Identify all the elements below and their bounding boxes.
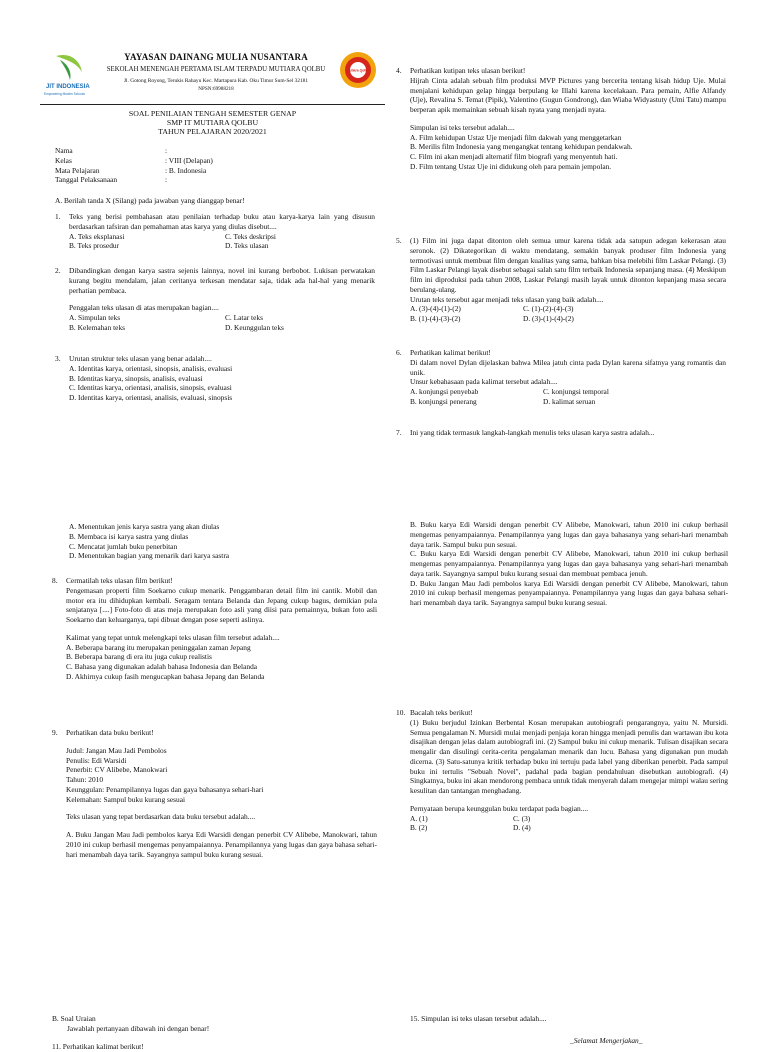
closing-note: _Selamat Mengerjakan_: [570, 1036, 643, 1045]
identity-row: [55, 166, 375, 176]
book-data-line: Judul: Jangan Mau Jadi Pembolos: [66, 745, 167, 755]
option-a[interactable]: A. (1): [410, 813, 428, 823]
question-15: 15. Simpulan isi teks ulasan tersebut adalah....: [410, 1014, 547, 1023]
answer-options: [410, 304, 630, 324]
school-name: SEKOLAH MENENGAH PERTAMA ISLAM TERPADU MUTIARA QOLBU: [106, 65, 326, 73]
question-10: [396, 708, 728, 833]
option-d[interactable]: D. Akhirnya cukup fasih mengucapkan bahasa Jepang dan Belanda: [66, 671, 265, 681]
identity-label: Mata Pelajaran: [55, 165, 100, 175]
question-text: Bacalah teks berikut!: [410, 708, 473, 717]
mutiara-qolbu-logo: [338, 50, 378, 90]
question-4: [396, 66, 726, 172]
question-text: Perhatikan kalimat berikut!: [410, 348, 491, 357]
question-number: 5.: [396, 236, 402, 245]
option-c[interactable]: C. Identitas karya, orientasi, analisis, sinopsis, evaluasi: [69, 383, 232, 393]
option-b[interactable]: B. Identitas karya, sinopsis, analisis, evaluasi: [69, 373, 203, 383]
question-stem: Urutan teks tersebut agar menjadi teks ulasan yang baik adalah....: [410, 294, 604, 304]
option-c[interactable]: C. Bahasa yang digunakan adalah bahasa Indonesia dan Belanda: [66, 662, 258, 672]
option-a[interactable]: A. Film kehidupan Ustaz Uje menjadi film dakwah yang menggetarkan: [410, 132, 622, 142]
book-data-line: Penerbit: CV Alibebe, Manokwari: [66, 765, 168, 775]
book-data-line: Kelemahan: Sampul buku kurang sesuai: [66, 794, 186, 804]
option-c[interactable]: C. Buku karya Edi Warsidi dengan penerbit CV Alibebe, Manokwari, tahun 2010 ini cukup berhasil mengemas penyampaiannya. Penampilannya yang lugas dan gaya bahasanya yang sehari-hari menambah daya tarik. Sayangnya sampul buku kurang sesuai dan membuat pembaca jenuh.: [410, 549, 728, 578]
exam-title-3: TAHUN PELAJARAN 2020/2021: [158, 126, 267, 136]
identity-label: Tanggal Pelaksanaan: [55, 175, 118, 185]
identity-label: Kelas: [55, 155, 72, 165]
question-text: Teks yang berisi pembahasan atau penilaian terhadap buku atau karya-karya lain yang disusun berdasarkan tafsiran dan pemahaman atas karya yang diulas disebut....: [69, 212, 375, 231]
question-number: 4.: [396, 66, 402, 75]
question-7: [396, 428, 726, 438]
question-number: 7.: [396, 428, 402, 437]
question-text: Urutan struktur teks ulasan yang benar adalah....: [69, 354, 212, 363]
question-number: 6.: [396, 348, 402, 357]
identity-block: [55, 146, 375, 185]
identity-row: [55, 146, 375, 156]
question-text: Ini yang tidak termasuk langkah-langkah menulis teks ulasan karya sastra adalah...: [410, 428, 655, 437]
option-b[interactable]: B. konjungsi penerang: [410, 396, 477, 406]
question-5: [396, 236, 726, 324]
option-d[interactable]: D. kalimat seruan: [543, 396, 596, 406]
option-a[interactable]: A. Simpulan teks: [69, 313, 121, 323]
option-d[interactable]: D. Menentukan bagian yang menarik dari karya sastra: [69, 551, 230, 561]
exam-title-2: SMP IT MUTIARA QOLBU: [166, 117, 259, 127]
page-1: [0, 0, 768, 510]
option-a[interactable]: A. Teks eksplanasi: [69, 231, 125, 241]
question-6: [396, 348, 726, 407]
organization-name: YAYASAN DAINANG MULIA NUSANTARA: [124, 52, 308, 62]
section-b-instruction: Jawablah pertanyaan dibawah ini dengan benar!: [67, 1024, 210, 1033]
exam-titles: [40, 110, 385, 137]
option-a[interactable]: A. Beberapa barang itu merupakan peninggalan zaman Jepang: [66, 642, 251, 652]
answer-options: [69, 232, 375, 252]
school-npsn: NPSN:69988218: [198, 85, 234, 92]
option-a[interactable]: A. konjungsi penyebab: [410, 387, 479, 397]
question-number: 1.: [55, 212, 61, 221]
school-address: Jl. Gotong Royong, Terukis Rahayu Kec. Martapura Kab. Oku Timur Sum-Sel 32181: [123, 77, 309, 84]
question-text: Dibandingkan dengan karya sastra sejenis lainnya, novel ini kurang berbobot. Lukisan perwatakan kurang begitu mendalam, jalan ceritanya terkesan mendatar saja, tidak ada hal-hal yang menarik perhatian pembaca.: [69, 266, 375, 295]
option-d[interactable]: D. Identitas karya, orientasi, analisis, evaluasi, sinopsis: [69, 393, 233, 403]
option-d[interactable]: D. (3)-(1)-(4)-(2): [523, 314, 574, 324]
section-b-title: B. Soal Uraian: [52, 1014, 96, 1023]
logo-left-text: JIT INDONESIA: [46, 84, 90, 90]
option-a[interactable]: A. Buku Jangan Mau Jadi pembolos karya Edi Warsidi dengan penerbit CV Alibebe, Manokwari, tahun 2010 ini cukup berhasil mengemas penyampaiannya. Penampilannya yang lugas dan gaya bahasa sehari-hari menambah daya tarik. Sayangnya sampul buku kurang sesuai.: [66, 830, 377, 859]
page-3: [0, 980, 768, 1051]
option-c[interactable]: C. Teks deskripsi: [225, 231, 276, 241]
identity-value: : VIII (Delapan): [165, 155, 213, 165]
question-number: 8.: [52, 576, 58, 585]
question-stem: Unsur kebahasaan pada kalimat tersebut adalah....: [410, 377, 558, 387]
option-d[interactable]: D. Keunggulan teks: [225, 322, 284, 332]
letterhead-rule: [40, 104, 385, 105]
option-b[interactable]: B. Beberapa barang di era itu juga cukup realistis: [66, 652, 212, 662]
question-stem: Simpulan isi teks tersebut adalah....: [410, 122, 515, 132]
option-c[interactable]: C. konjungsi temporal: [543, 387, 609, 397]
question-passage: Hijrah Cinta adalah sebuah film produksi MVP Pictures yang bercerita tentang kisah hidup Uje. Mulai menjalani kehidupan gelap hingga berpulang ke Illahi karena kecelakaan. Para pemain, Alfie Alfandy (Uje), Revalina S. Temat (Pipik), Valentino (Gugun Gondrong), dan Wiaba Widyastuty (Umi Tatu) mampu berperan apik memainkan sebuah kisah nyata yang menjadi nyata.: [410, 75, 726, 115]
book-data-line: Penulis: Edi Warsidi: [66, 755, 127, 765]
question-passage: (1) Buku berjudul Izinkan Berbental Kosan merupakan autobiografi pengarangnya, yaitu N. Mursidi. Semua pengalaman N. Mursidi mulai menjadi penjaja koran hingga menjadi penulis dan wartawan ibu kota disajikan dengan jelas dalam autobiografi ini. (2) Sampul buku ini cukup menarik. Tulisan disajikan secara mengalir dan disulingi cerita-cerita pengalaman menarik dan lucu. Bahasa yang digunakan pun mudah dicerna. (3) Satu-satunya kritik terhadap buku ini tertuju pada label yang diberikan penerbit. Pada sampul buku ini tertulis "Sebuah Novel", padahal pada bagian pendahuluan disebutkan autobiografi. (4) Singkatnya, buku ini akan mendorong pembaca untuk tidak menyerah dalam mengejar mimpi walau sering kesulitan dan tantangan menghadang.: [410, 717, 728, 796]
question-stem: Penggalan teks ulasan di atas merupakan bagian....: [69, 303, 219, 313]
option-b[interactable]: B. (1)-(4)-(3)-(2): [410, 314, 461, 324]
option-d[interactable]: D. Buku Jangan Mau Jadi pembolos karya Edi Warsidi dengan penerbit CV Alibebe, Manokwari, tahun 2010 ini cukup berhasil mengemas penyampaiannya. Penampilannya yang lugas dan gaya bahasa sehari-hari menambah daya tarik. Sayangnya sampul buku kurang sesuai.: [410, 578, 728, 608]
identity-value: :: [165, 175, 168, 185]
option-c[interactable]: C. Mencatat jumlah buku penerbitan: [69, 541, 178, 551]
book-data: [66, 746, 377, 805]
question-text: Perhatikan kutipan teks ulasan berikut!: [410, 66, 526, 75]
question-7-options: [69, 522, 369, 561]
option-d[interactable]: D. (4): [513, 823, 531, 833]
exam-title-1: SOAL PENILAIAN TENGAH SEMESTER GENAP: [128, 109, 297, 118]
question-stem: Teks ulasan yang tepat berdasarkan data buku tersebut adalah....: [66, 812, 256, 822]
option-c[interactable]: C. (1)-(2)-(4)-(3): [523, 304, 574, 314]
option-d[interactable]: D. Teks ulasan: [225, 241, 269, 251]
question-number: 9.: [52, 728, 58, 737]
book-data-line: Keunggulan: Penampilannya lugas dan gaya bahasanya sehari-hari: [66, 784, 264, 794]
option-b[interactable]: B. Merilis film Indonesia yang mengangkat tentang kehidupan pendakwah.: [410, 142, 633, 152]
page-2: [0, 510, 768, 980]
jit-indonesia-logo: [42, 50, 92, 98]
identity-label: Nama: [55, 146, 73, 155]
question-number: 10.: [396, 708, 406, 717]
question-text: Cermatilah teks ulasan film berikut!: [66, 576, 173, 585]
logo-left-subtext: Empowering Muslim Schools: [44, 92, 85, 96]
answer-options: [410, 814, 610, 834]
question-passage: Pengemasan properti film Soekarno cukup menarik. Penggambaran detail film ini cantik. Mobil dan motor era itu dihidupkan kembali. Seragam tentara Belanda dan Jepang cukup bagus, demikian pula senjatanya [....] Foto-foto di atas meja merupakan foto asli yang diisi para pemainnya, bukan foto asli Soekarno dan keluarganya, tapi dibuat dengan pose seperti aslinya.: [66, 585, 377, 625]
question-text: (1) Film ini juga dapat ditonton oleh semua umur karena tidak ada satupun adegan kekerasan atau seronok. (2) Dikategorikan di waktu mendatang, semakin banyak produser film Indonesia yang termotivasi untuk membuat film dengan kualitas yang sama, bahkan bisa melebihi film Laskar Pelangi. (3) Film Laskar Pelangi layak disebut sebagai salah satu film terbaik Indonesia sepanjang masa. (4) Meskipun film ini diproduksi pada tahun 2008, Laskar Pelangi masih layak untuk ditonton kepanjang masa secara berulang-ulang.: [410, 236, 726, 294]
option-b[interactable]: B. Teks prosedur: [69, 241, 120, 251]
question-stem: Pernyataan berupa keunggulan buku terdapat pada bagian....: [410, 803, 589, 813]
question-9-options-cont: [410, 520, 728, 608]
option-c[interactable]: C. Film ini akan menjadi alternatif film biografi yang menyentuh hati.: [410, 152, 618, 162]
question-1: [55, 212, 375, 251]
identity-value: : B. Indonesia: [165, 165, 207, 175]
option-b[interactable]: B. Membaca isi karya sastra yang diulas: [69, 531, 189, 541]
option-c[interactable]: C. (3): [513, 813, 531, 823]
option-b[interactable]: B. Buku karya Edi Warsidi dengan penerbit CV Alibebe, Manokwari, tahun 2010 ini cukup berhasil mengemas penyampaiannya. Penampilannya yang lugas dan gaya bahasanya yang sehari-hari menambah daya tarik. Sampul buku pun sesuai.: [410, 520, 728, 549]
option-b[interactable]: B. (2): [410, 823, 428, 833]
question-9: [52, 728, 377, 859]
question-3: [55, 354, 375, 403]
book-data-line: Tahun: 2010: [66, 775, 104, 785]
option-b[interactable]: B. Kelemahan teks: [69, 322, 126, 332]
question-2: [55, 266, 375, 333]
question-number: 2.: [55, 266, 61, 275]
question-number: 3.: [55, 354, 61, 363]
section-a-instruction: A. Berilah tanda X (Silang) pada jawaban yang dianggap benar!: [55, 196, 245, 205]
question-stem: Kalimat yang tepat untuk melengkapi teks ulasan film tersebut adalah....: [66, 632, 280, 642]
identity-row: [55, 175, 375, 185]
identity-row: [55, 156, 375, 166]
letterhead: [100, 52, 332, 93]
logo-right-text: Mutiara Qolbu: [346, 68, 370, 73]
question-passage: Di dalam novel Dylan dijelaskan bahwa Milea jatuh cinta pada Dylan karena sifatnya yang romantis dan unik.: [410, 357, 726, 377]
option-a[interactable]: A. (3)-(4)-(1)-(2): [410, 304, 461, 314]
option-a[interactable]: A. Identitas karya, orientasi, sinopsis, analisis, evaluasi: [69, 363, 233, 373]
question-8: [52, 576, 377, 682]
question-11: 11. Perhatikan kalimat berikut!: [52, 1042, 144, 1051]
option-a[interactable]: A. Menentukan jenis karya sastra yang akan diulas: [69, 522, 220, 531]
option-d[interactable]: D. Film tentang Ustaz Uje ini didukung oleh para pemain jempolan.: [410, 161, 612, 171]
option-c[interactable]: C. Latar teks: [225, 313, 263, 323]
identity-value: :: [165, 146, 168, 155]
answer-options: [69, 313, 375, 333]
answer-options: [410, 387, 670, 407]
question-text: Perhatikan data buku berikut!: [66, 728, 154, 737]
